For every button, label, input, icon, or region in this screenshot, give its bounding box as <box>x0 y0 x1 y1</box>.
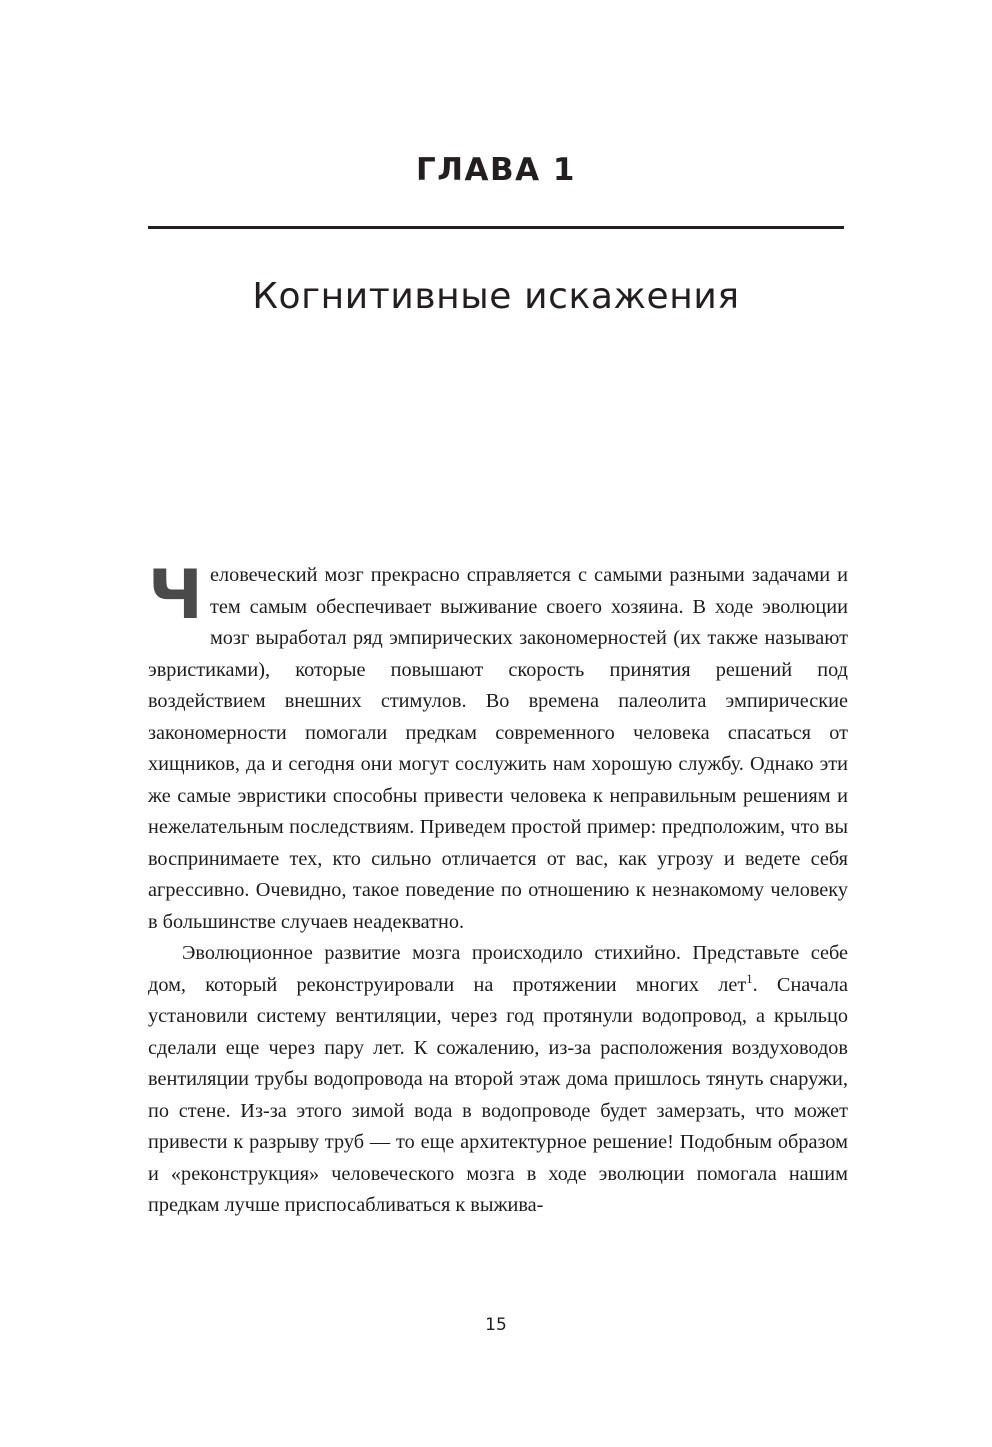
paragraph-2 <box>148 938 848 1222</box>
page-number: 15 <box>485 1315 507 1335</box>
paragraph-1 <box>148 556 848 938</box>
paragraph-2-text-part-1: Эволюционное развитие мозга происходило стихийно. Представьте себе дом, который реконструировали на протяжении многих лет <box>148 942 848 996</box>
page-title: Когнитивные искажения <box>252 276 740 318</box>
drop-cap: Ч <box>148 556 203 635</box>
heading-divider <box>148 226 844 229</box>
body-text <box>148 556 848 1222</box>
paragraph-1-text: еловеческий мозг прекрасно справляется с самыми разными задачами и тем самым обеспечивает выживание своего хозяина. В ходе эволюции мозг выработал ряд эмпирических закономерностей (их также называют эвристиками), которые повышают скорость принятия решений под воздействием внешних стимулов. Во времена палеолита эмпирические закономерности помогали предкам современного человека спасаться от хищников, да и сегодня они могут сослужить нам хорошую службу. Однако эти же самые эвристики способны привести человека к неправильным решениям и нежелательным последствиям. Приведем простой пример: предположим, что вы воспринимаете тех, кто сильно отличается от вас, как угрозу и ведете себя агрессивно. Очевидно, такое поведение по отношению к незнакомому человеку в большинстве случаев неадекватно. <box>148 564 848 933</box>
footnote-reference: 1 <box>746 971 753 986</box>
chapter-label: ГЛАВА 1 <box>416 152 576 188</box>
paragraph-2-text-part-2: . Сначала установили систему вентиляции, через год протянули водопровод, а крыльцо сделали еще через пару лет. К сожалению, из-за расположения воздуховодов вентиляции трубы водопровода на второй этаж дома пришлось тянуть снаружи, по стене. Из-за этого зимой вода в водопроводе будет замерзать, что может привести к разрыву труб — то еще архитектурное решение! Подобным образом и «реконструкция» человеческого мозга в ходе эволюции помогала нашим предкам лучше приспосабливаться к выжива- <box>148 973 848 1216</box>
